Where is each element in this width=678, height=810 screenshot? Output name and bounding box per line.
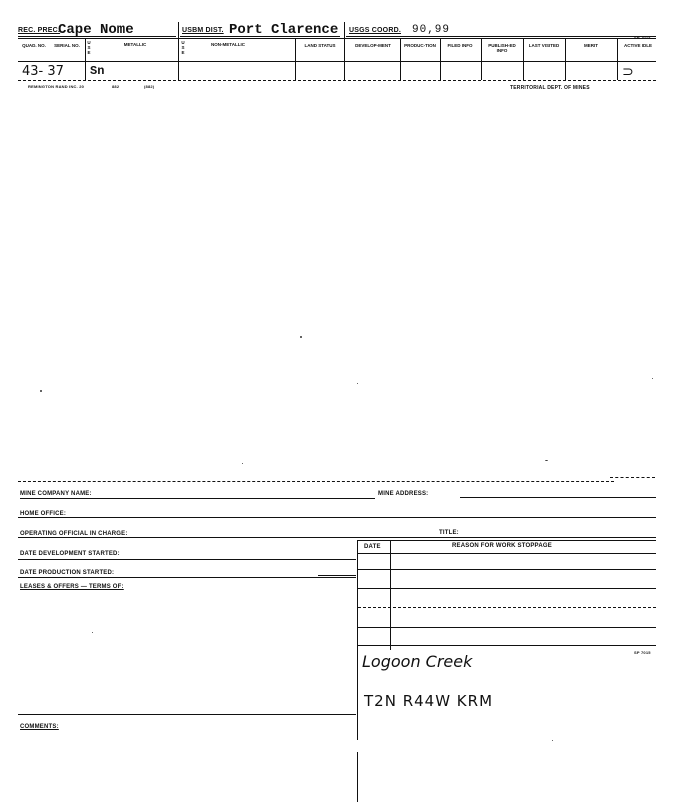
quad-serial-value: 43- 37 [22,64,64,79]
published-info-header: PUBLISH-ED INFO [488,43,516,53]
printer-code-2: (882) [144,84,155,89]
handwritten-creek-name: Logoon Creek [362,652,473,671]
speck [652,378,653,379]
speck [357,383,358,384]
speck [552,740,553,741]
speck [92,632,93,633]
usbm-dist-label: USBM DIST. [182,27,224,34]
handwritten-township: T2N R44W KRM [364,692,494,710]
development-header: DEVELOP-MENT [355,43,391,48]
speck [300,336,302,338]
metallic-value: Sn [90,64,105,78]
metallic-header: METALLIC [123,42,147,47]
usbm-dist-value: Port Clarence [229,22,339,38]
bottom-form-number: SP 7015 [634,650,651,655]
speck [242,463,243,464]
mine-company-name-label: MINE COMPANY NAME: [20,491,92,497]
mine-address-label: MINE ADDRESS: [378,491,429,497]
filed-info-header: FILED INFO [447,43,473,48]
serial-no-header: SERIAL NO. [54,43,80,48]
home-office-label: HOME OFFICE: [20,511,67,517]
printer-imprint: REMINGTON RAND INC. 20 [28,84,85,89]
nonmetallic-header: NON-METALLIC [211,42,245,47]
rec-prec-underline [18,36,176,37]
rec-prec-value: Cape Nome [58,22,134,38]
date-header: DATE [364,544,381,550]
leases-offers-label: LEASES & OFFERS — TERMS OF: [20,584,124,590]
production-header: PRODUC-TION [404,43,436,48]
land-status-header: LAND STATUS [304,43,336,48]
quad-no-header: QUAD. NO. [22,43,46,48]
usgs-coord-label: USGS COORD. [349,27,401,34]
speck [40,390,42,392]
top-form-number: SP 7014 [634,35,651,40]
title-label: TITLE: [439,530,459,536]
date-production-started-label: DATE PRODUCTION STARTED: [20,570,115,576]
reason-header: REASON FOR WORK STOPPAGE [452,543,552,549]
active-idle-mark: ⊃ [622,64,634,80]
nonmetallic-use-header: U S E [181,40,185,55]
metallic-use-header: U S E [87,40,91,55]
active-idle-header: ACTIVE IDLE [623,43,652,48]
comments-label: COMMENTS: [20,724,59,730]
printer-code: 882 [112,84,120,89]
operating-official-label: OPERATING OFFICIAL IN CHARGE: [20,531,128,537]
department-imprint: TERRITORIAL DEPT. OF MINES [510,85,590,91]
usgs-coord-value: 90,99 [412,24,451,36]
speck [545,460,548,461]
merit-header: MERIT [584,43,598,48]
last-visited-header: LAST VISITED [528,43,560,48]
date-development-started-label: DATE DEVELOPMENT STARTED: [20,551,120,557]
rec-prec-label: REC. PREC. [18,27,61,34]
